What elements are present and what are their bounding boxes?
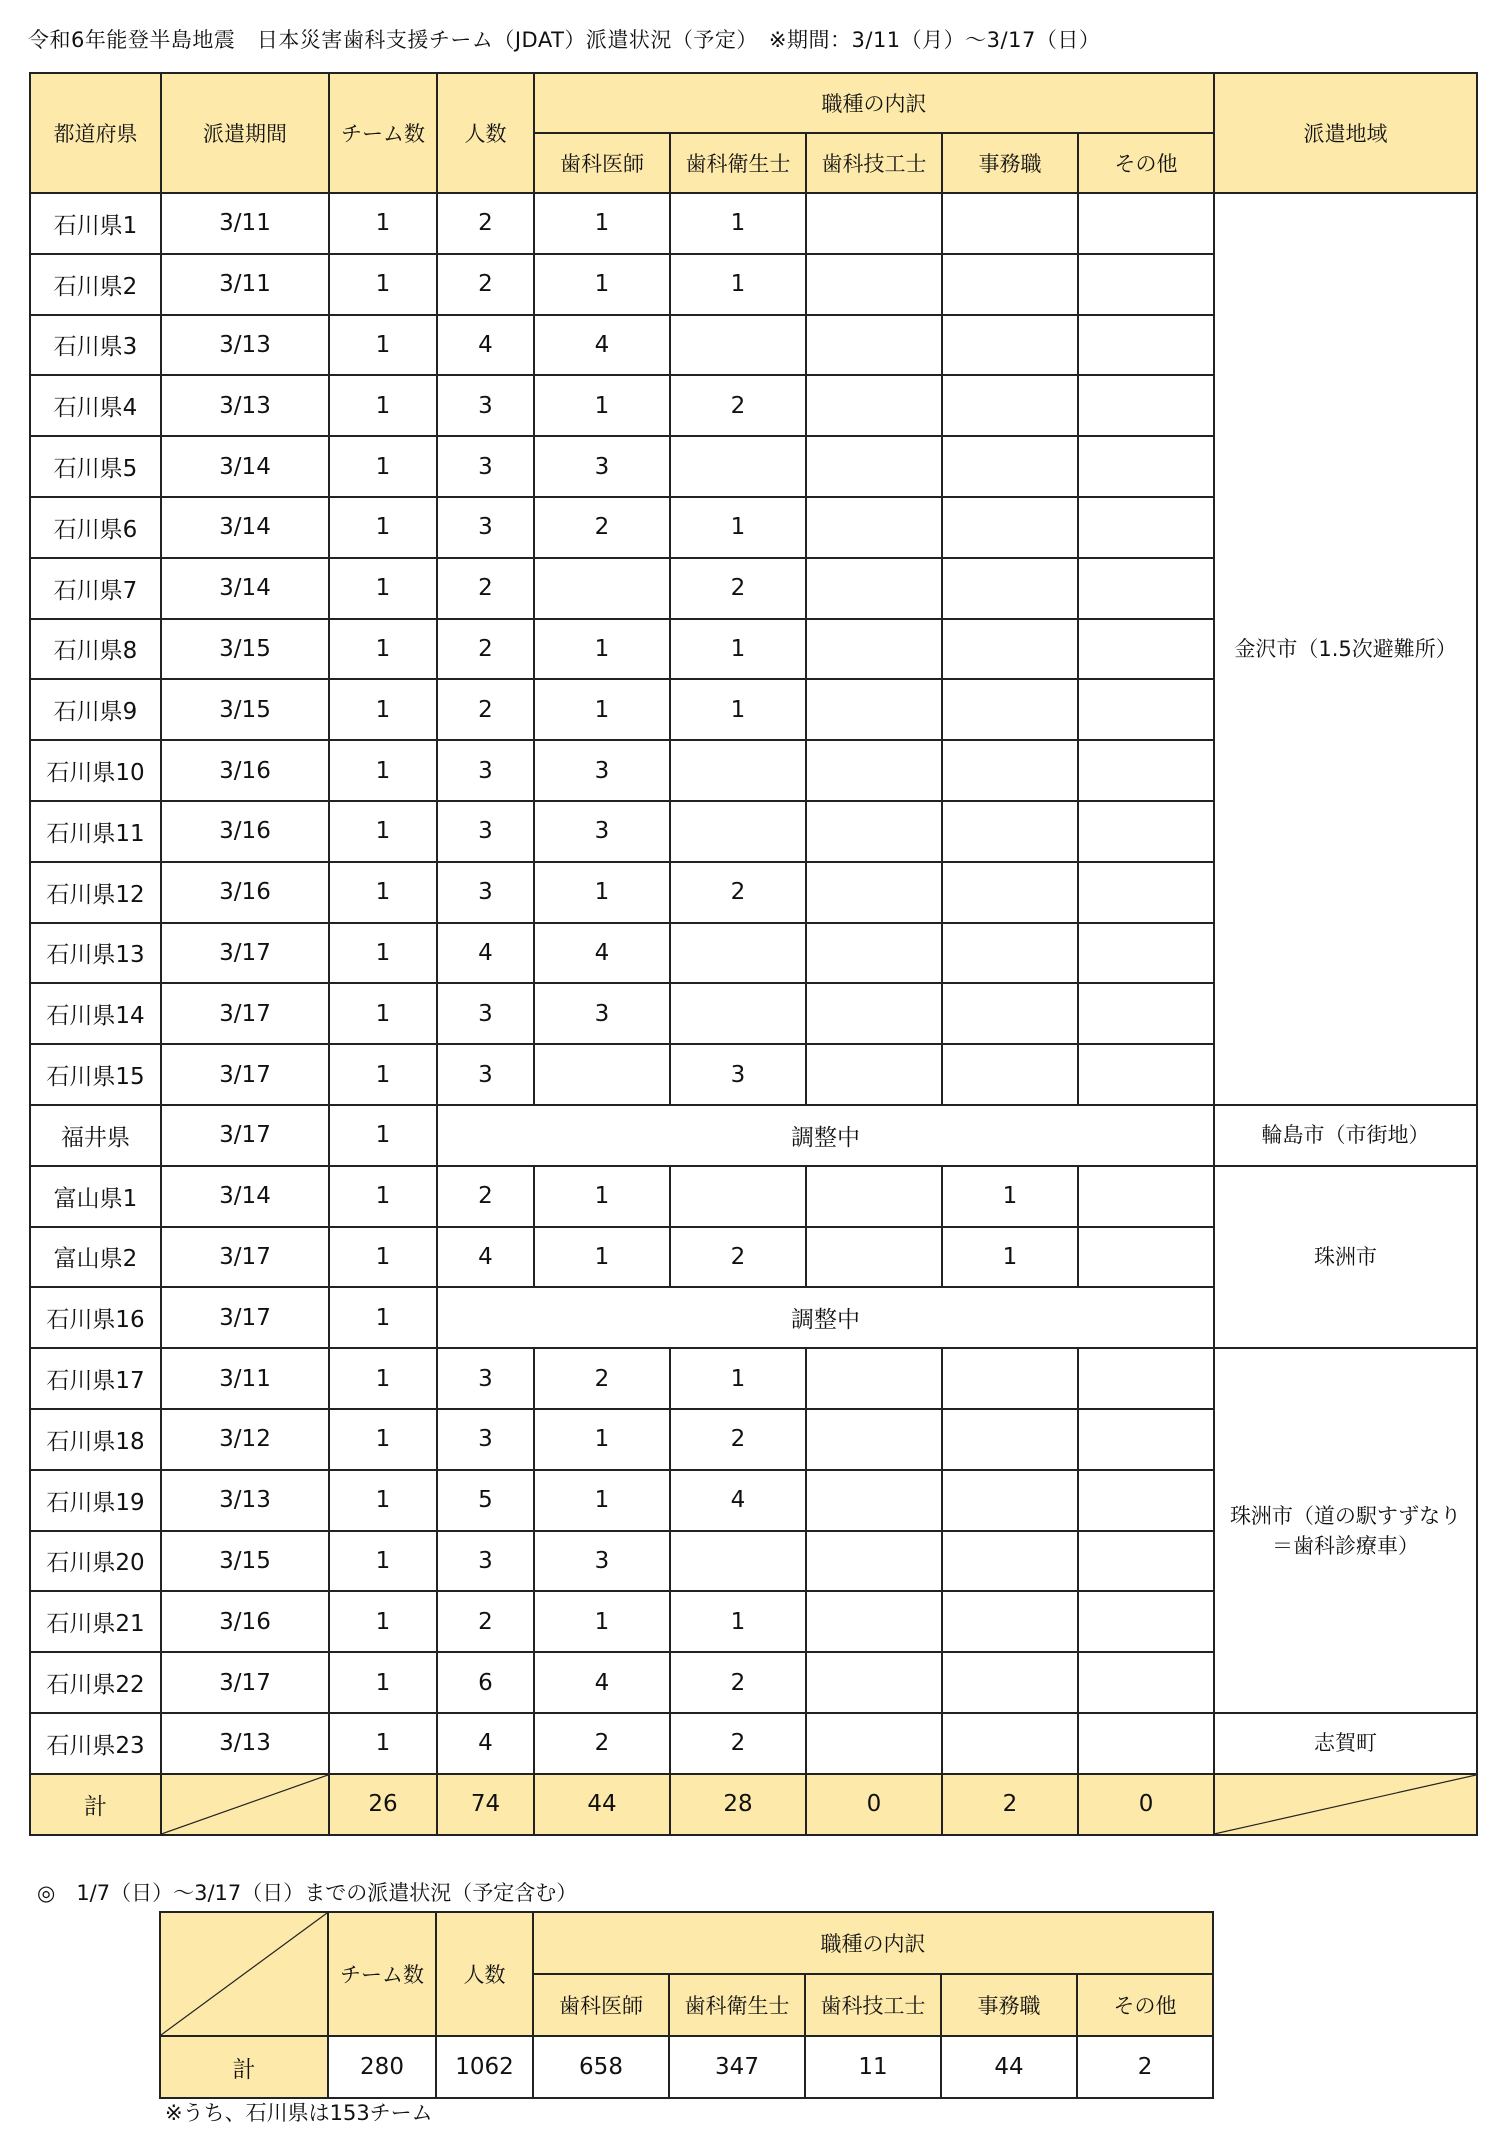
summary-technician: 11 bbox=[805, 2036, 941, 2098]
other-cell bbox=[1078, 1591, 1214, 1652]
period-cell: 3/17 bbox=[161, 1044, 329, 1105]
people-cell: 2 bbox=[437, 254, 534, 315]
table-row bbox=[30, 1713, 1477, 1774]
people-cell: 3 bbox=[437, 1409, 534, 1470]
technician-cell bbox=[806, 1166, 942, 1227]
dentist-cell bbox=[534, 558, 670, 619]
summary-header-breakdown: 職種の内訳 bbox=[533, 1912, 1213, 1974]
total-teams: 26 bbox=[329, 1774, 437, 1835]
other-cell bbox=[1078, 1227, 1214, 1288]
prefecture-cell: 石川県6 bbox=[30, 497, 161, 558]
total-clerical: 2 bbox=[942, 1774, 1078, 1835]
period-cell: 3/17 bbox=[161, 1287, 329, 1348]
period-cell: 3/13 bbox=[161, 1470, 329, 1531]
dentist-cell: 1 bbox=[534, 619, 670, 680]
dentist-cell: 4 bbox=[534, 1652, 670, 1713]
teams-cell: 1 bbox=[329, 497, 437, 558]
hygienist-cell bbox=[670, 1531, 806, 1592]
people-cell: 2 bbox=[437, 679, 534, 740]
other-cell bbox=[1078, 983, 1214, 1044]
teams-cell: 1 bbox=[329, 1166, 437, 1227]
people-cell: 4 bbox=[437, 923, 534, 984]
summary-header-teams: チーム数 bbox=[328, 1912, 436, 2036]
period-cell: 3/15 bbox=[161, 619, 329, 680]
period-cell: 3/16 bbox=[161, 1591, 329, 1652]
people-cell: 3 bbox=[437, 1348, 534, 1409]
hygienist-cell: 1 bbox=[670, 679, 806, 740]
teams-cell: 1 bbox=[329, 375, 437, 436]
technician-cell bbox=[806, 679, 942, 740]
hygienist-cell bbox=[670, 801, 806, 862]
dentist-cell: 1 bbox=[534, 1166, 670, 1227]
clerical-cell bbox=[942, 1044, 1078, 1105]
teams-cell: 1 bbox=[329, 1105, 437, 1166]
technician-cell bbox=[806, 1348, 942, 1409]
teams-cell: 1 bbox=[329, 1287, 437, 1348]
period-cell: 3/11 bbox=[161, 193, 329, 254]
hygienist-cell: 2 bbox=[670, 375, 806, 436]
header-dentist: 歯科医師 bbox=[534, 133, 670, 193]
period-cell: 3/11 bbox=[161, 1348, 329, 1409]
technician-cell bbox=[806, 254, 942, 315]
technician-cell bbox=[806, 740, 942, 801]
diagonal-line bbox=[1215, 1775, 1476, 1834]
header-breakdown: 職種の内訳 bbox=[534, 73, 1214, 133]
hygienist-cell: 1 bbox=[670, 1591, 806, 1652]
teams-cell: 1 bbox=[329, 1409, 437, 1470]
header-technician: 歯科技工士 bbox=[806, 133, 942, 193]
diagonal-line bbox=[162, 1775, 328, 1834]
clerical-cell bbox=[942, 315, 1078, 376]
clerical-cell: 1 bbox=[942, 1166, 1078, 1227]
technician-cell bbox=[806, 375, 942, 436]
technician-cell bbox=[806, 193, 942, 254]
period-cell: 3/17 bbox=[161, 1227, 329, 1288]
total-hygienist: 28 bbox=[670, 1774, 806, 1835]
summary-header-clerical: 事務職 bbox=[941, 1974, 1077, 2036]
dentist-cell: 3 bbox=[534, 740, 670, 801]
hygienist-cell: 1 bbox=[670, 254, 806, 315]
dispatch-table bbox=[29, 72, 1478, 1836]
teams-cell: 1 bbox=[329, 679, 437, 740]
other-cell bbox=[1078, 1409, 1214, 1470]
period-cell: 3/14 bbox=[161, 436, 329, 497]
teams-cell: 1 bbox=[329, 1470, 437, 1531]
prefecture-cell: 石川県22 bbox=[30, 1652, 161, 1713]
hygienist-cell bbox=[670, 436, 806, 497]
teams-cell: 1 bbox=[329, 862, 437, 923]
dentist-cell: 1 bbox=[534, 254, 670, 315]
period-cell: 3/17 bbox=[161, 923, 329, 984]
other-cell bbox=[1078, 740, 1214, 801]
technician-cell bbox=[806, 983, 942, 1044]
hygienist-cell: 1 bbox=[670, 497, 806, 558]
clerical-cell bbox=[942, 497, 1078, 558]
period-cell: 3/16 bbox=[161, 862, 329, 923]
other-cell bbox=[1078, 1531, 1214, 1592]
dentist-cell: 3 bbox=[534, 801, 670, 862]
hygienist-cell: 2 bbox=[670, 862, 806, 923]
teams-cell: 1 bbox=[329, 1227, 437, 1288]
other-cell bbox=[1078, 1470, 1214, 1531]
people-cell: 2 bbox=[437, 619, 534, 680]
clerical-cell bbox=[942, 740, 1078, 801]
hygienist-cell: 2 bbox=[670, 1409, 806, 1470]
teams-cell: 1 bbox=[329, 619, 437, 680]
period-cell: 3/15 bbox=[161, 1531, 329, 1592]
dentist-cell: 1 bbox=[534, 1470, 670, 1531]
people-cell: 3 bbox=[437, 497, 534, 558]
dentist-cell: 4 bbox=[534, 315, 670, 376]
prefecture-cell: 石川県11 bbox=[30, 801, 161, 862]
people-cell: 4 bbox=[437, 1713, 534, 1774]
other-cell bbox=[1078, 315, 1214, 376]
people-cell: 2 bbox=[437, 1166, 534, 1227]
prefecture-cell: 石川県23 bbox=[30, 1713, 161, 1774]
people-cell: 3 bbox=[437, 436, 534, 497]
footnote: ※うち、石川県は153チーム bbox=[165, 2101, 433, 2125]
hygienist-cell: 2 bbox=[670, 1652, 806, 1713]
teams-cell: 1 bbox=[329, 983, 437, 1044]
technician-cell bbox=[806, 1409, 942, 1470]
summary-other: 2 bbox=[1077, 2036, 1213, 2098]
page-title: 令和6年能登半島地震 日本災害歯科支援チーム（JDAT）派遣状況（予定） ※期間：3/11（月）～3/17（日） bbox=[28, 28, 1101, 52]
diagonal-line bbox=[161, 1913, 327, 2035]
other-cell bbox=[1078, 1044, 1214, 1105]
summary-clerical: 44 bbox=[941, 2036, 1077, 2098]
hygienist-cell: 2 bbox=[670, 558, 806, 619]
summary-people: 1062 bbox=[436, 2036, 533, 2098]
region-cell bbox=[1214, 1105, 1477, 1166]
prefecture-cell: 石川県16 bbox=[30, 1287, 161, 1348]
other-cell bbox=[1078, 193, 1214, 254]
header-clerical: 事務職 bbox=[942, 133, 1078, 193]
clerical-cell bbox=[942, 1470, 1078, 1531]
prefecture-cell: 石川県10 bbox=[30, 740, 161, 801]
dentist-cell: 3 bbox=[534, 436, 670, 497]
other-cell bbox=[1078, 375, 1214, 436]
period-cell: 3/12 bbox=[161, 1409, 329, 1470]
teams-cell: 1 bbox=[329, 436, 437, 497]
prefecture-cell: 石川県4 bbox=[30, 375, 161, 436]
summary-hygienist: 347 bbox=[669, 2036, 805, 2098]
technician-cell bbox=[806, 1227, 942, 1288]
teams-cell: 1 bbox=[329, 315, 437, 376]
dentist-cell: 1 bbox=[534, 862, 670, 923]
people-cell: 3 bbox=[437, 1044, 534, 1105]
technician-cell bbox=[806, 862, 942, 923]
summary-title: ◎ 1/7（日）～3/17（日）までの派遣状況（予定含む） bbox=[37, 1881, 578, 1905]
summary-header-hygienist: 歯科衛生士 bbox=[669, 1974, 805, 2036]
prefecture-cell: 石川県3 bbox=[30, 315, 161, 376]
other-cell bbox=[1078, 1348, 1214, 1409]
total-row bbox=[30, 1774, 1477, 1835]
summary-corner-cell bbox=[160, 1912, 328, 2036]
dentist-cell: 3 bbox=[534, 1531, 670, 1592]
region-cell bbox=[1214, 1166, 1477, 1348]
header-period: 派遣期間 bbox=[161, 73, 329, 193]
people-cell: 6 bbox=[437, 1652, 534, 1713]
prefecture-cell: 石川県15 bbox=[30, 1044, 161, 1105]
technician-cell bbox=[806, 801, 942, 862]
hygienist-cell bbox=[670, 1166, 806, 1227]
header-hygienist: 歯科衛生士 bbox=[670, 133, 806, 193]
dentist-cell bbox=[534, 1044, 670, 1105]
hygienist-cell: 1 bbox=[670, 193, 806, 254]
prefecture-cell: 石川県9 bbox=[30, 679, 161, 740]
people-cell: 2 bbox=[437, 193, 534, 254]
period-cell: 3/16 bbox=[161, 801, 329, 862]
prefecture-cell: 福井県 bbox=[30, 1105, 161, 1166]
technician-cell bbox=[806, 497, 942, 558]
other-cell bbox=[1078, 801, 1214, 862]
other-cell bbox=[1078, 1652, 1214, 1713]
clerical-cell bbox=[942, 679, 1078, 740]
other-cell bbox=[1078, 1166, 1214, 1227]
clerical-cell bbox=[942, 923, 1078, 984]
hygienist-cell: 2 bbox=[670, 1713, 806, 1774]
dentist-cell: 1 bbox=[534, 375, 670, 436]
period-cell: 3/13 bbox=[161, 375, 329, 436]
region-label: 珠洲市 bbox=[1314, 1244, 1378, 1269]
prefecture-cell: 石川県12 bbox=[30, 862, 161, 923]
summary-header-people: 人数 bbox=[436, 1912, 533, 2036]
other-cell bbox=[1078, 862, 1214, 923]
technician-cell bbox=[806, 1470, 942, 1531]
summary-teams: 280 bbox=[328, 2036, 436, 2098]
dentist-cell: 1 bbox=[534, 193, 670, 254]
clerical-cell bbox=[942, 1531, 1078, 1592]
prefecture-cell: 富山県1 bbox=[30, 1166, 161, 1227]
people-cell: 2 bbox=[437, 558, 534, 619]
period-cell: 3/17 bbox=[161, 1105, 329, 1166]
summary-dentist: 658 bbox=[533, 2036, 669, 2098]
dentist-cell: 1 bbox=[534, 1227, 670, 1288]
people-cell: 3 bbox=[437, 983, 534, 1044]
hygienist-cell bbox=[670, 315, 806, 376]
dentist-cell: 4 bbox=[534, 923, 670, 984]
prefecture-cell: 石川県8 bbox=[30, 619, 161, 680]
dentist-cell: 2 bbox=[534, 1713, 670, 1774]
clerical-cell bbox=[942, 254, 1078, 315]
total-people: 74 bbox=[437, 1774, 534, 1835]
prefecture-cell: 石川県5 bbox=[30, 436, 161, 497]
total-period-empty bbox=[161, 1774, 329, 1835]
technician-cell bbox=[806, 1652, 942, 1713]
technician-cell bbox=[806, 1591, 942, 1652]
period-cell: 3/15 bbox=[161, 679, 329, 740]
people-cell: 3 bbox=[437, 1531, 534, 1592]
people-cell: 3 bbox=[437, 862, 534, 923]
summary-header-other: その他 bbox=[1077, 1974, 1213, 2036]
header-other: その他 bbox=[1078, 133, 1214, 193]
dentist-cell: 2 bbox=[534, 497, 670, 558]
dentist-cell: 1 bbox=[534, 1591, 670, 1652]
other-cell bbox=[1078, 436, 1214, 497]
header-people: 人数 bbox=[437, 73, 534, 193]
total-other: 0 bbox=[1078, 1774, 1214, 1835]
technician-cell bbox=[806, 1531, 942, 1592]
clerical-cell bbox=[942, 1409, 1078, 1470]
table-row bbox=[30, 193, 1477, 254]
people-cell: 5 bbox=[437, 1470, 534, 1531]
other-cell bbox=[1078, 619, 1214, 680]
total-technician: 0 bbox=[806, 1774, 942, 1835]
people-cell: 4 bbox=[437, 1227, 534, 1288]
prefecture-cell: 石川県13 bbox=[30, 923, 161, 984]
other-cell bbox=[1078, 1713, 1214, 1774]
teams-cell: 1 bbox=[329, 1348, 437, 1409]
dentist-cell: 2 bbox=[534, 1348, 670, 1409]
period-cell: 3/13 bbox=[161, 315, 329, 376]
summary-table bbox=[159, 1911, 1214, 2099]
other-cell bbox=[1078, 679, 1214, 740]
summary-header-dentist: 歯科医師 bbox=[533, 1974, 669, 2036]
region-label: 志賀町 bbox=[1314, 1731, 1378, 1756]
summary-total-label: 計 bbox=[160, 2036, 328, 2098]
region-label: 輪島市（市街地） bbox=[1261, 1123, 1430, 1148]
people-cell: 3 bbox=[437, 740, 534, 801]
other-cell bbox=[1078, 558, 1214, 619]
table-row bbox=[30, 1166, 1477, 1227]
teams-cell: 1 bbox=[329, 1713, 437, 1774]
prefecture-cell: 石川県18 bbox=[30, 1409, 161, 1470]
teams-cell: 1 bbox=[329, 801, 437, 862]
dentist-cell: 1 bbox=[534, 679, 670, 740]
table-row bbox=[30, 1105, 1477, 1166]
header-region: 派遣地域 bbox=[1214, 73, 1477, 193]
hygienist-cell: 3 bbox=[670, 1044, 806, 1105]
clerical-cell bbox=[942, 862, 1078, 923]
hygienist-cell bbox=[670, 923, 806, 984]
hygienist-cell: 1 bbox=[670, 619, 806, 680]
prefecture-cell: 石川県7 bbox=[30, 558, 161, 619]
period-cell: 3/17 bbox=[161, 983, 329, 1044]
hygienist-cell bbox=[670, 740, 806, 801]
teams-cell: 1 bbox=[329, 923, 437, 984]
prefecture-cell: 石川県21 bbox=[30, 1591, 161, 1652]
dentist-cell: 1 bbox=[534, 1409, 670, 1470]
dentist-cell: 3 bbox=[534, 983, 670, 1044]
period-cell: 3/14 bbox=[161, 497, 329, 558]
clerical-cell: 1 bbox=[942, 1227, 1078, 1288]
people-cell: 2 bbox=[437, 1591, 534, 1652]
clerical-cell bbox=[942, 436, 1078, 497]
people-cell: 4 bbox=[437, 315, 534, 376]
clerical-cell bbox=[942, 375, 1078, 436]
hygienist-cell bbox=[670, 983, 806, 1044]
people-cell: 3 bbox=[437, 375, 534, 436]
other-cell bbox=[1078, 923, 1214, 984]
clerical-cell bbox=[942, 1713, 1078, 1774]
period-cell: 3/14 bbox=[161, 558, 329, 619]
hygienist-cell: 4 bbox=[670, 1470, 806, 1531]
teams-cell: 1 bbox=[329, 1531, 437, 1592]
prefecture-cell: 石川県17 bbox=[30, 1348, 161, 1409]
region-cell bbox=[1214, 193, 1477, 1105]
clerical-cell bbox=[942, 558, 1078, 619]
prefecture-cell: 石川県2 bbox=[30, 254, 161, 315]
summary-header-technician: 歯科技工士 bbox=[805, 1974, 941, 2036]
region-cell bbox=[1214, 1713, 1477, 1774]
teams-cell: 1 bbox=[329, 1591, 437, 1652]
other-cell bbox=[1078, 254, 1214, 315]
status-cell: 調整中 bbox=[437, 1287, 1214, 1348]
prefecture-cell: 石川県1 bbox=[30, 193, 161, 254]
prefecture-cell: 富山県2 bbox=[30, 1227, 161, 1288]
period-cell: 3/16 bbox=[161, 740, 329, 801]
hygienist-cell: 1 bbox=[670, 1348, 806, 1409]
status-cell: 調整中 bbox=[437, 1105, 1214, 1166]
technician-cell bbox=[806, 1044, 942, 1105]
region-label: 珠洲市（道の駅すずなり ＝歯科診療車） bbox=[1229, 1503, 1462, 1558]
teams-cell: 1 bbox=[329, 1044, 437, 1105]
teams-cell: 1 bbox=[329, 193, 437, 254]
period-cell: 3/17 bbox=[161, 1652, 329, 1713]
clerical-cell bbox=[942, 193, 1078, 254]
technician-cell bbox=[806, 436, 942, 497]
technician-cell bbox=[806, 315, 942, 376]
header-prefecture: 都道府県 bbox=[30, 73, 161, 193]
total-label: 計 bbox=[30, 1774, 161, 1835]
teams-cell: 1 bbox=[329, 740, 437, 801]
technician-cell bbox=[806, 1713, 942, 1774]
technician-cell bbox=[806, 558, 942, 619]
header-teams: チーム数 bbox=[329, 73, 437, 193]
total-region-empty bbox=[1214, 1774, 1477, 1835]
people-cell: 3 bbox=[437, 801, 534, 862]
period-cell: 3/11 bbox=[161, 254, 329, 315]
technician-cell bbox=[806, 619, 942, 680]
clerical-cell bbox=[942, 1348, 1078, 1409]
clerical-cell bbox=[942, 619, 1078, 680]
table-row bbox=[30, 1348, 1477, 1409]
period-cell: 3/14 bbox=[161, 1166, 329, 1227]
total-dentist: 44 bbox=[534, 1774, 670, 1835]
period-cell: 3/13 bbox=[161, 1713, 329, 1774]
prefecture-cell: 石川県20 bbox=[30, 1531, 161, 1592]
region-cell bbox=[1214, 1348, 1477, 1713]
region-label: 金沢市（1.5次避難所） bbox=[1234, 636, 1457, 661]
prefecture-cell: 石川県14 bbox=[30, 983, 161, 1044]
technician-cell bbox=[806, 923, 942, 984]
prefecture-cell: 石川県19 bbox=[30, 1470, 161, 1531]
teams-cell: 1 bbox=[329, 558, 437, 619]
clerical-cell bbox=[942, 983, 1078, 1044]
clerical-cell bbox=[942, 801, 1078, 862]
hygienist-cell: 2 bbox=[670, 1227, 806, 1288]
teams-cell: 1 bbox=[329, 254, 437, 315]
clerical-cell bbox=[942, 1652, 1078, 1713]
clerical-cell bbox=[942, 1591, 1078, 1652]
teams-cell: 1 bbox=[329, 1652, 437, 1713]
other-cell bbox=[1078, 497, 1214, 558]
